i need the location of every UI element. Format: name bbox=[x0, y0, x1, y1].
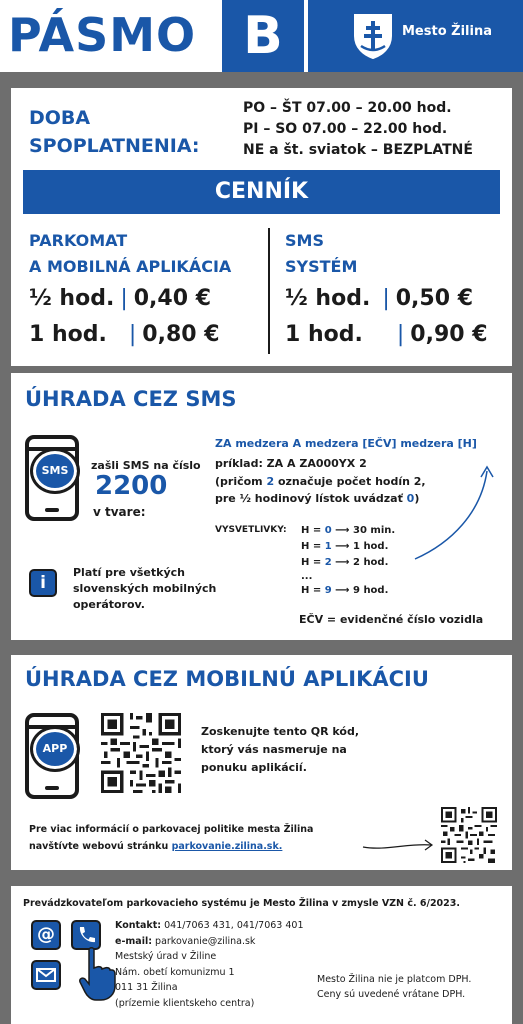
hours-sunday: NE a št. sviatok – BEZPLATNÉ bbox=[243, 142, 473, 158]
pricing-panel bbox=[11, 88, 512, 366]
contact-block: Kontakt: 041/7063 431, 041/7063 401 e-mail: parkovanie@zilina.sk Mestský úrad v Žiline Nám. obetí komunizmu 1 011 31 Žilina (prízemie klientskeho centra) bbox=[115, 920, 304, 1009]
parkomat-price-half: ½ hod. | 0,40 € bbox=[29, 286, 211, 311]
app-bubble-icon: APP bbox=[33, 729, 77, 769]
header bbox=[0, 0, 523, 72]
sms-send-prefix: zašli SMS na číslo bbox=[91, 459, 201, 472]
info-icon: i bbox=[29, 569, 57, 597]
app-qr-code[interactable] bbox=[101, 713, 181, 793]
hours-label: DOBA SPOPLATNENIA: bbox=[29, 107, 200, 157]
sms-note-line1: (pričom 2 označuje počet hodín 2, bbox=[215, 475, 426, 488]
website-qr-code[interactable] bbox=[441, 807, 497, 863]
sms-format: ZA medzera A medzera [EČV] medzera [H] bbox=[215, 437, 477, 450]
parkomat-title: PARKOMAT A MOBILNÁ APLIKÁCIA bbox=[29, 231, 232, 276]
city-name: Mesto Žilina bbox=[402, 24, 492, 39]
at-email-icon: @ bbox=[31, 920, 61, 950]
zone-letter: B bbox=[222, 0, 304, 72]
footer-panel bbox=[11, 886, 512, 1024]
sms-system-title: SMS SYSTÉM bbox=[285, 231, 358, 276]
ecv-note: EČV = evidenčné číslo vozidla bbox=[299, 613, 484, 626]
curved-arrow-icon bbox=[411, 463, 501, 563]
sms-bubble-icon: SMS bbox=[33, 451, 77, 491]
sms-number: 2200 bbox=[95, 471, 168, 501]
arrow-right-icon bbox=[361, 833, 437, 853]
pricing-title: CENNÍK bbox=[23, 170, 500, 214]
hours-list bbox=[243, 98, 473, 161]
city-brand bbox=[308, 0, 523, 72]
hours-friday-saturday: PI – SO 07.00 – 22.00 hod. bbox=[243, 121, 448, 137]
zone-title: PÁSMO bbox=[8, 8, 197, 62]
qr-instructions: Zoskenujte tento QR kód, ktorý vás nasmeruje na ponuku aplikácií. bbox=[201, 725, 360, 774]
sms-example: príklad: ZA A ZA000YX 2 bbox=[215, 457, 367, 470]
legend-label: VYSVETLIVKY: bbox=[215, 525, 287, 535]
pointing-hand-icon bbox=[77, 946, 117, 1002]
pricing-divider bbox=[268, 228, 270, 354]
legend-row: H = 0 ⟶ 30 min. bbox=[301, 525, 396, 536]
sms-send-suffix: v tvare: bbox=[93, 505, 146, 519]
legend-row: H = 9 ⟶ 9 hod. bbox=[301, 585, 389, 596]
legend-row: H = 1 ⟶ 1 hod. bbox=[301, 541, 389, 552]
sms-price-half: ½ hod. | 0,50 € bbox=[285, 286, 473, 311]
app-payment-panel bbox=[11, 655, 512, 870]
operator-note: Prevádzkovateľom parkovacieho systému je Mesto Žilina v zmysle VZN č. 6/2023. bbox=[23, 898, 460, 909]
sms-section-title: ÚHRADA CEZ SMS bbox=[25, 387, 237, 411]
operators-note: Platí pre všetkých slovenských mobilných operátorov. bbox=[73, 566, 217, 611]
app-section-title: ÚHRADA CEZ MOBILNÚ APLIKÁCIU bbox=[25, 667, 429, 691]
sms-payment-panel bbox=[11, 373, 512, 640]
parkomat-price-hour: 1 hod. | 0,80 € bbox=[29, 322, 220, 347]
more-info-text: Pre viac informácií o parkovacej politike mesta Žilina navštívte webovú stránku parkovanie.zilina.sk. bbox=[29, 824, 314, 852]
legend-row: ... bbox=[301, 571, 313, 582]
sms-note-line2: pre ½ hodinový lístok uvádzať 0) bbox=[215, 492, 420, 505]
email-link[interactable]: parkovanie@zilina.sk bbox=[152, 935, 256, 947]
envelope-icon bbox=[31, 960, 61, 990]
hours-weekday: PO – ŠT 07.00 – 20.00 hod. bbox=[243, 100, 452, 116]
vat-note: Mesto Žilina nie je platcom DPH. Ceny sú uvedené vrátane DPH. bbox=[317, 974, 472, 1000]
zilina-crest-icon bbox=[352, 12, 394, 60]
legend-row: H = 2 ⟶ 2 hod. bbox=[301, 557, 389, 568]
website-link[interactable]: parkovanie.zilina.sk. bbox=[171, 841, 283, 852]
legend-list bbox=[301, 523, 395, 599]
sms-price-hour: 1 hod. | 0,90 € bbox=[285, 322, 488, 347]
